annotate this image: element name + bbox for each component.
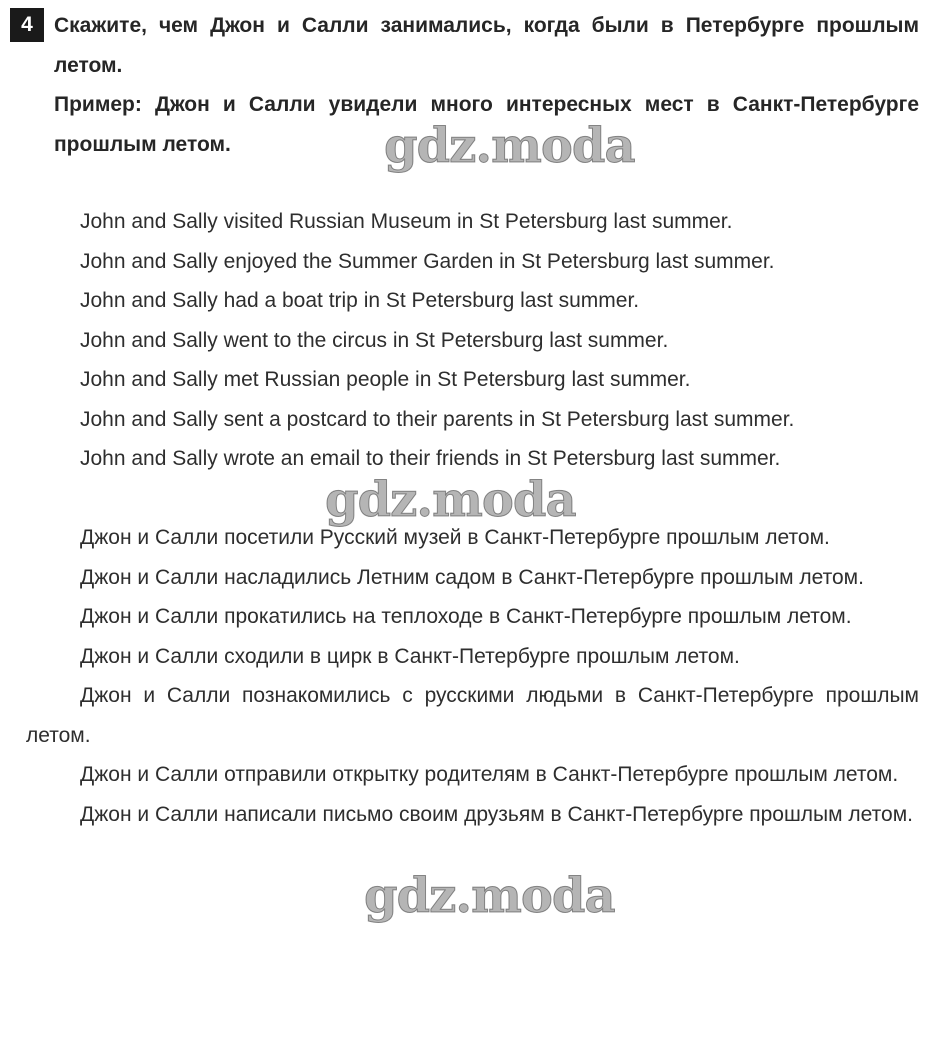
task-header — [10, 6, 919, 164]
russian-sentence: Джон и Салли прокатились на теплоходе в Санкт-Петербурге прошлым летом. — [80, 605, 852, 628]
task-instruction: Скажите, чем Джон и Салли занимались, когда были в Петербурге прошлым летом. — [54, 14, 919, 77]
english-sentence: John and Sally went to the circus in St Petersburg last summer. — [80, 328, 669, 352]
watermark: gdz.moda — [325, 472, 576, 528]
english-sentence: John and Sally sent a postcard to their parents in St Petersburg last summer. — [80, 407, 795, 431]
russian-sentence: Джон и Салли отправили открытку родителям в Санкт-Петербурге прошлым летом. — [80, 763, 899, 786]
english-sentence: John and Sally met Russian people in St Petersburg last summer. — [80, 368, 691, 391]
english-sentence: John and Sally enjoyed the Summer Garden in St Petersburg last summer. — [80, 249, 775, 273]
russian-sentence: Джон и Салли посетили Русский музей в Санкт-Петербурге прошлым летом. — [80, 526, 830, 549]
watermark: gdz.moda — [384, 118, 635, 174]
task-example: Пример: Джон и Салли увидели много интересных мест в Санкт-Петербурге прошлым летом. — [54, 93, 919, 156]
russian-sentence: Джон и Салли насладились Летним садом в Санкт-Петербурге прошлым летом. — [80, 565, 864, 589]
english-sentence-list — [80, 202, 920, 479]
english-sentence: John and Sally had a boat trip in St Petersburg last summer. — [80, 289, 640, 312]
russian-sentence-list — [26, 518, 919, 834]
english-sentence: John and Sally wrote an email to their friends in St Petersburg last summer. — [80, 447, 781, 470]
russian-sentence: Джон и Салли написали письмо своим друзьям в Санкт-Петербурге прошлым летом. — [80, 802, 913, 826]
russian-sentence: Джон и Салли сходили в цирк в Санкт-Петербурге прошлым летом. — [80, 644, 740, 668]
watermark: gdz.moda — [364, 868, 615, 924]
russian-sentence: Джон и Салли познакомились с русскими людьми в Санкт-Петербурге прошлым летом. — [26, 684, 919, 747]
task-number-badge: 4 — [10, 8, 44, 42]
english-sentence: John and Sally visited Russian Museum in St Petersburg last summer. — [80, 210, 733, 233]
